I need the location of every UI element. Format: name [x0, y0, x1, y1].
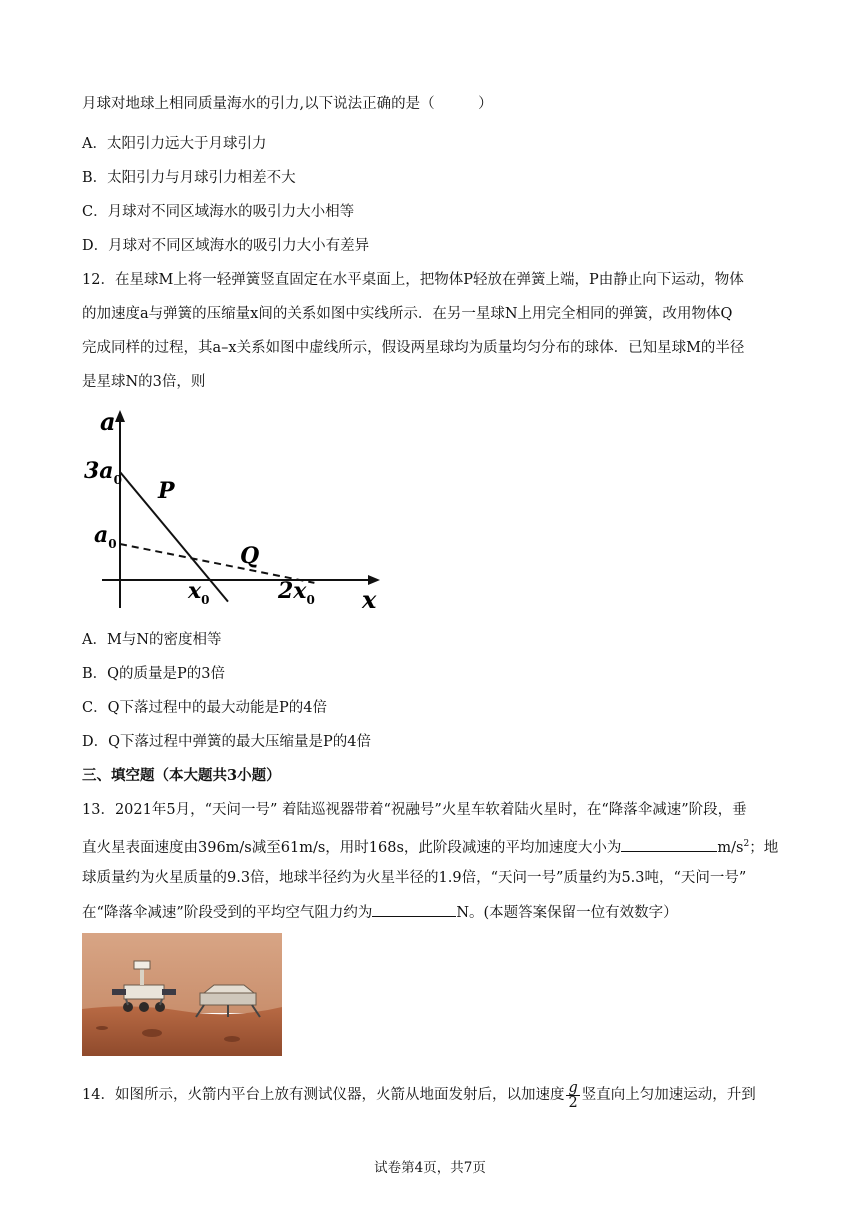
q12-stem-line-3: 完成同样的过程，其a–x关系如图中虚线所示，假设两星球均为质量均匀分布的球体．已知星球M的半径: [82, 340, 745, 356]
q12-ax-graph: [80, 408, 390, 616]
q11-option-b: B．太阳引力与月球引力相差不大: [82, 170, 296, 186]
q13-unit-sup: 2: [743, 839, 750, 849]
mars-rover-photo: [82, 933, 282, 1056]
q13-line-1: 13．2021年5月，“天问一号” 着陆巡视器带着“祝融号”火星车软着陆火星时，在“降落伞减速”阶段，垂: [82, 802, 747, 818]
x-axis-arrow-icon: [368, 575, 380, 585]
y-axis-label: a: [100, 408, 116, 436]
curve-label-p: P: [158, 478, 175, 504]
section-heading-fill-in: 三、填空题（本大题共3小题）: [82, 767, 281, 784]
q12-option-c: C．Q下落过程中的最大动能是P的4倍: [82, 700, 327, 716]
q12-stem-line-4: 是星球N的3倍，则: [82, 374, 206, 390]
q12-stem-line-2: 的加速度a与弹簧的压缩量x间的关系如图中实线所示．在另一星球N上用完全相同的弹簧，改用物体Q: [82, 306, 733, 322]
q11-option-c: C．月球对不同区域海水的吸引力大小相等: [82, 204, 355, 220]
q12-option-b: B．Q的质量是P的3倍: [82, 666, 226, 682]
q11-stem-tail: 月球对地球上相同质量海水的引力,以下说法正确的是（ ）: [82, 96, 493, 112]
q13-line-2: [82, 834, 778, 858]
q14-line-1: [82, 1078, 756, 1112]
ax-graph-svg: [80, 408, 390, 616]
page-footer: 试卷第4页，共7页: [374, 1160, 486, 1176]
q13-line-3: 球质量约为火星质量的9.3倍，地球半径约为火星半径的1.9倍，“天问一号”质量约为5.3吨，“天问一号”: [82, 870, 747, 886]
x-tick-x0: $x_0$: [188, 578, 210, 607]
mars-rover-illustration: [82, 933, 282, 1056]
q11-option-a: A．太阳引力远大于月球引力: [82, 136, 267, 152]
y-axis-arrow-icon: [115, 410, 125, 422]
q13-line-4-tail: N。(本题答案保留一位有效数字）: [456, 905, 678, 921]
q11-option-d: D．月球对不同区域海水的吸引力大小有差异: [82, 238, 370, 254]
x-axis-label: x: [362, 585, 377, 614]
q14-fraction-denominator: 2: [568, 1094, 578, 1111]
q14-text-a: 14．如图所示，火箭内平台上放有测试仪器，火箭从地面发射后，以加速度: [82, 1087, 565, 1103]
y-tick-3a0: $3a_0$: [84, 458, 122, 487]
curve-label-q: Q: [240, 543, 260, 569]
x-tick-2x0: $2x_0$: [278, 578, 315, 607]
q14-fraction: [566, 1081, 579, 1110]
y-tick-a0: $a_0$: [94, 522, 117, 551]
q13-line-4-text: 在“降落伞减速”阶段受到的平均空气阻力约为: [82, 905, 373, 921]
q13-answer-blank-2[interactable]: [372, 902, 456, 917]
q13-unit: m/s: [717, 839, 744, 856]
q12-stem-line-1: 12．在星球M上将一轻弹簧竖直固定在水平桌面上，把物体P轻放在弹簧上端，P由静止向下运动，物体: [82, 272, 744, 288]
q13-line-2-text: 直火星表面速度由396m/s减至61m/s，用时168s，此阶段减速的平均加速度大小为: [82, 839, 622, 856]
q12-option-a: A．M与N的密度相等: [82, 632, 222, 648]
q13-line-2-tail: ；地: [749, 839, 779, 856]
q14-text-b: 竖直向上匀加速运动，升到: [581, 1087, 756, 1103]
q13-answer-blank-1[interactable]: [621, 837, 717, 852]
q14-fraction-numerator: g: [568, 1079, 578, 1096]
q13-line-4: [82, 902, 678, 923]
q12-option-d: D．Q下落过程中弹簧的最大压缩量是P的4倍: [82, 734, 371, 750]
